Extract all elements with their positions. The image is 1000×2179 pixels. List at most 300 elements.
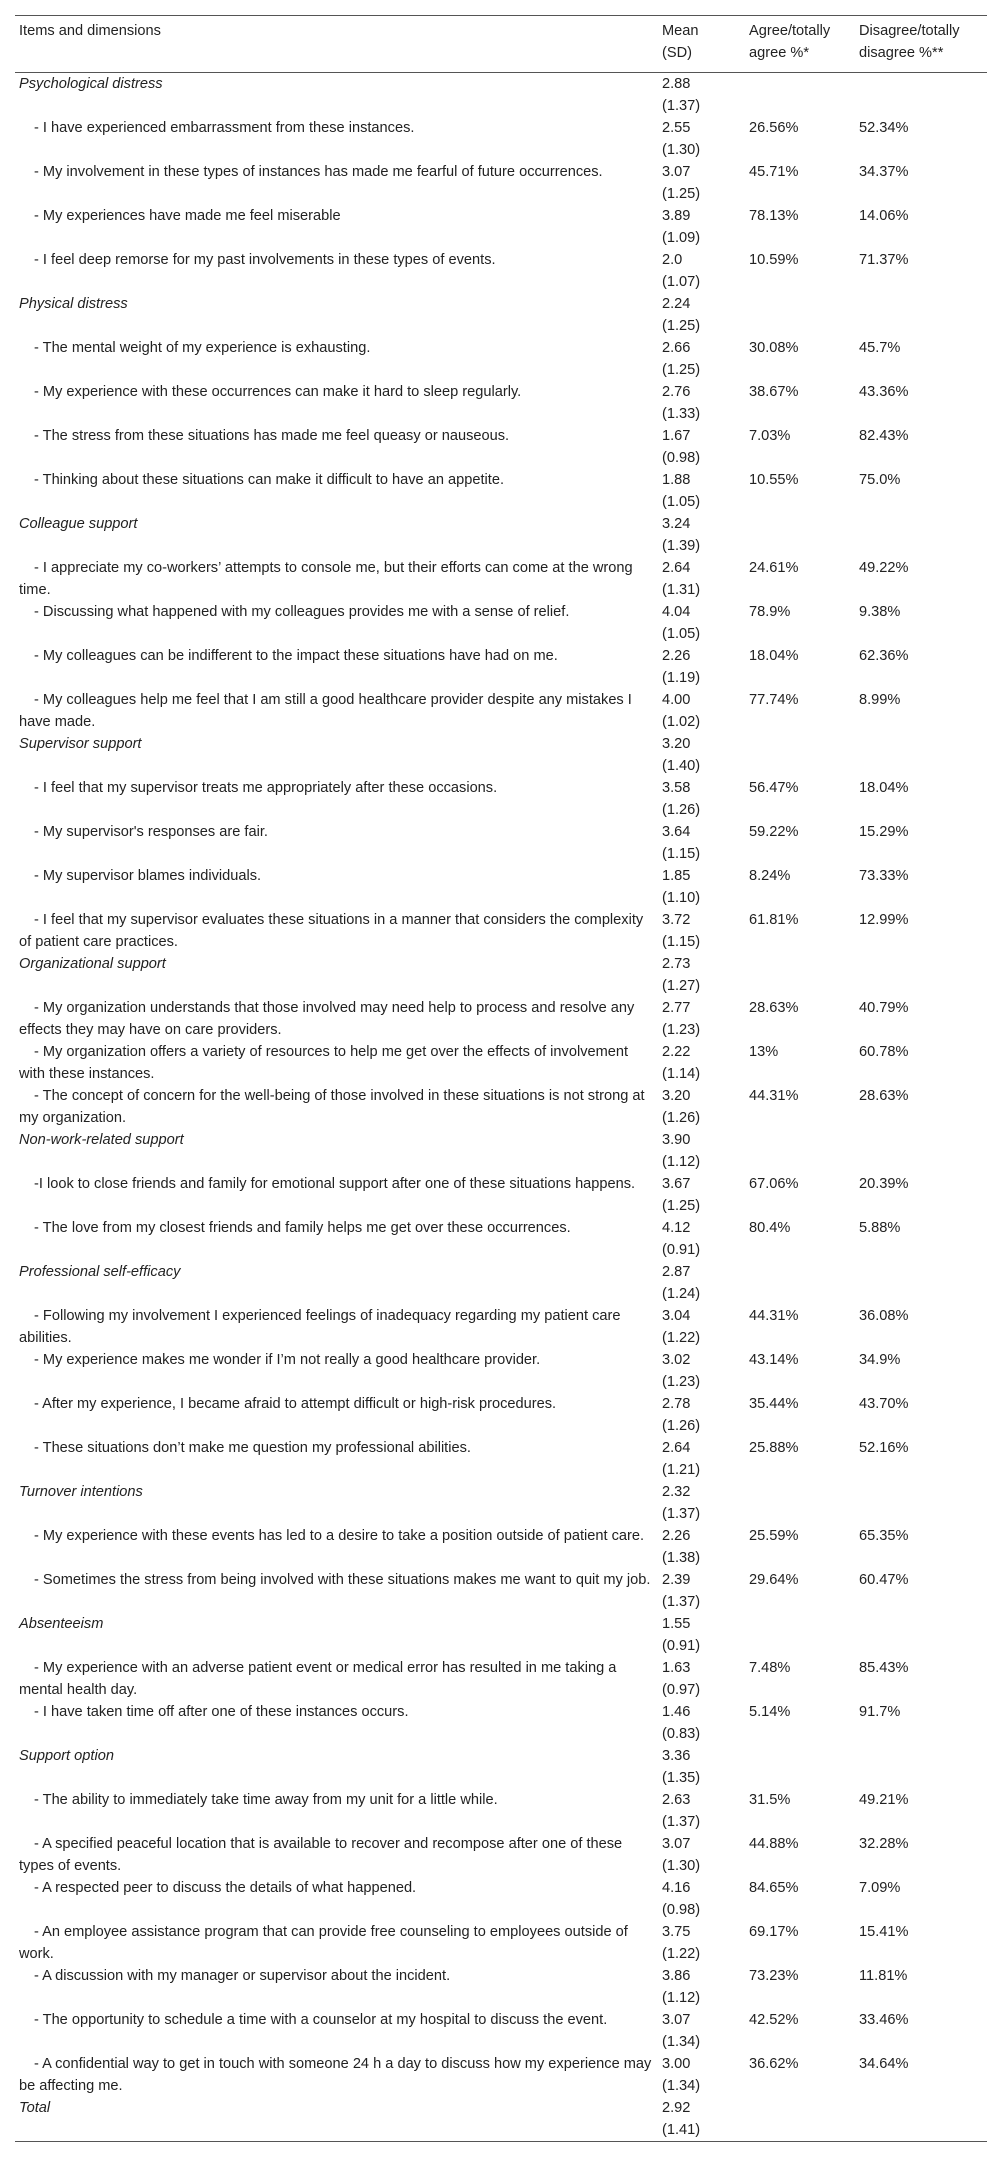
agree-percent: 36.62%: [749, 2056, 799, 2072]
sd-value: (1.26): [662, 802, 701, 818]
mean-sd-cell: [658, 249, 745, 293]
table-row: [15, 205, 987, 249]
agree-percent: 5.14%: [749, 1704, 791, 1720]
mean-value: 1.85: [662, 868, 691, 884]
dimension-label: Professional self-efficacy: [19, 1264, 181, 1280]
item-label: - These situations don’t make me question my professional abilities.: [34, 1440, 471, 1456]
mean-sd-cell: [658, 425, 745, 469]
disagree-percent: [855, 1481, 987, 1525]
item-label: - My experience with these events has led to a desire to take a position outside of patient care.: [34, 1528, 645, 1544]
dimension-label: Colleague support: [19, 516, 138, 532]
item-label: - I feel that my supervisor treats me appropriately after these occasions.: [34, 780, 498, 796]
mean-sd-cell: [658, 1613, 745, 1657]
mean-value: 3.20: [662, 736, 691, 752]
sd-value: (1.30): [662, 142, 701, 158]
mean-value: 2.87: [662, 1264, 691, 1280]
mean-value: 1.88: [662, 472, 691, 488]
table-row: [15, 161, 987, 205]
table-row: [15, 2009, 987, 2053]
sd-value: (1.05): [662, 626, 701, 642]
mean-value: 2.76: [662, 384, 691, 400]
table-row: [15, 1965, 987, 2009]
disagree-percent: 49.22%: [859, 560, 909, 576]
mean-sd-cell: [658, 1921, 745, 1965]
item-label: - My supervisor blames individuals.: [34, 868, 262, 884]
mean-value: 1.55: [662, 1616, 691, 1632]
agree-percent: 26.56%: [749, 120, 799, 136]
agree-percent: [745, 73, 855, 118]
agree-percent: [745, 1613, 855, 1657]
agree-percent: 61.81%: [749, 912, 799, 928]
agree-percent: 30.08%: [749, 340, 799, 356]
agree-percent: [745, 1129, 855, 1173]
mean-value: 3.90: [662, 1132, 691, 1148]
mean-sd-cell: [658, 997, 745, 1041]
mean-sd-cell: [658, 689, 745, 733]
disagree-percent: 71.37%: [859, 252, 909, 268]
agree-percent: 56.47%: [749, 780, 799, 796]
sd-value: (1.07): [662, 274, 701, 290]
sd-value: (1.22): [662, 1946, 701, 1962]
item-label: - My experience with an adverse patient event or medical error has resulted in me taking a mental health day.: [19, 1660, 617, 1698]
table-row: [15, 1173, 987, 1217]
mean-value: 3.00: [662, 2056, 691, 2072]
results-table: [15, 15, 987, 2142]
agree-percent: 73.23%: [749, 1968, 799, 1984]
mean-value: 3.67: [662, 1176, 691, 1192]
mean-value: 2.73: [662, 956, 691, 972]
dimension-label: Psychological distress: [19, 76, 163, 92]
sd-value: (1.25): [662, 1198, 701, 1214]
mean-value: 3.89: [662, 208, 691, 224]
sd-value: (1.15): [662, 934, 701, 950]
disagree-percent: [855, 513, 987, 557]
mean-sd-cell: [658, 117, 745, 161]
table-row: [15, 1701, 987, 1745]
mean-sd-cell: [658, 1965, 745, 2009]
disagree-percent: [855, 1613, 987, 1657]
item-label: - I feel deep remorse for my past involvements in these types of events.: [34, 252, 496, 268]
agree-percent: 59.22%: [749, 824, 799, 840]
item-label: - I appreciate my co-workers’ attempts to console me, but their efforts can come at the wrong time.: [19, 560, 633, 598]
disagree-percent: 12.99%: [859, 912, 909, 928]
header-items: Items and dimensions: [15, 16, 658, 73]
item-label: -I look to close friends and family for emotional support after one of these situations happens.: [34, 1176, 636, 1192]
mean-sd-cell: [658, 865, 745, 909]
disagree-percent: 91.7%: [859, 1704, 901, 1720]
mean-value: 2.26: [662, 648, 691, 664]
dimension-row: [15, 513, 987, 557]
sd-value: (1.09): [662, 230, 701, 246]
disagree-percent: [855, 1261, 987, 1305]
table-row: [15, 469, 987, 513]
disagree-percent: 18.04%: [859, 780, 909, 796]
sd-value: (1.37): [662, 1506, 701, 1522]
disagree-percent: 62.36%: [859, 648, 909, 664]
disagree-percent: 34.9%: [859, 1352, 901, 1368]
mean-value: 3.07: [662, 1836, 691, 1852]
mean-sd-cell: [658, 1173, 745, 1217]
dimension-label: Physical distress: [19, 296, 128, 312]
agree-percent: 8.24%: [749, 868, 791, 884]
sd-value: (1.02): [662, 714, 701, 730]
mean-value: 3.86: [662, 1968, 691, 1984]
item-label: - Following my involvement I experienced feelings of inadequacy regarding my patient care abilities.: [19, 1308, 621, 1346]
sd-value: (1.23): [662, 1022, 701, 1038]
mean-value: 3.64: [662, 824, 691, 840]
mean-sd-cell: [658, 1305, 745, 1349]
sd-value: (1.22): [662, 1330, 701, 1346]
mean-value: 2.92: [662, 2100, 691, 2116]
table-row: [15, 1833, 987, 1877]
dimension-label: Absenteeism: [19, 1616, 104, 1632]
disagree-percent: 43.36%: [859, 384, 909, 400]
mean-sd-cell: [658, 601, 745, 645]
mean-value: 3.24: [662, 516, 691, 532]
dimension-row: [15, 1129, 987, 1173]
table-row: [15, 1437, 987, 1481]
agree-percent: 38.67%: [749, 384, 799, 400]
dimension-label: Total: [19, 2100, 51, 2116]
table-row: [15, 117, 987, 161]
sd-value: (1.38): [662, 1550, 701, 1566]
mean-sd-cell: [658, 953, 745, 997]
sd-value: (1.19): [662, 670, 701, 686]
mean-sd-cell: [658, 1525, 745, 1569]
item-label: - My colleagues help me feel that I am still a good healthcare provider despite any mistakes I have made.: [19, 692, 632, 730]
sd-value: (1.25): [662, 186, 701, 202]
disagree-percent: 7.09%: [859, 1880, 901, 1896]
disagree-percent: [855, 733, 987, 777]
disagree-percent: 65.35%: [859, 1528, 909, 1544]
agree-percent: 10.59%: [749, 252, 799, 268]
agree-percent: [745, 293, 855, 337]
item-label: - The love from my closest friends and family helps me get over these occurrences.: [34, 1220, 571, 1236]
sd-value: (1.24): [662, 1286, 701, 1302]
agree-percent: 24.61%: [749, 560, 799, 576]
sd-value: (1.37): [662, 98, 701, 114]
item-label: - My organization understands that those involved may need help to process and resolve any effects they may have on care providers.: [19, 1000, 635, 1038]
disagree-percent: [855, 1129, 987, 1173]
sd-value: (1.41): [662, 2122, 701, 2138]
mean-sd-cell: [658, 645, 745, 689]
agree-percent: 77.74%: [749, 692, 799, 708]
item-label: - My experiences have made me feel miserable: [34, 208, 341, 224]
mean-sd-cell: [658, 2097, 745, 2142]
sd-value: (1.25): [662, 318, 701, 334]
mean-value: 1.46: [662, 1704, 691, 1720]
item-label: - Sometimes the stress from being involved with these situations makes me want to quit my job.: [34, 1572, 651, 1588]
disagree-percent: 43.70%: [859, 1396, 909, 1412]
mean-value: 1.67: [662, 428, 691, 444]
agree-percent: 84.65%: [749, 1880, 799, 1896]
sd-value: (1.26): [662, 1110, 701, 1126]
dimension-label: Supervisor support: [19, 736, 142, 752]
disagree-percent: 73.33%: [859, 868, 909, 884]
mean-sd-cell: [658, 1437, 745, 1481]
mean-value: 3.07: [662, 164, 691, 180]
disagree-percent: 49.21%: [859, 1792, 909, 1808]
sd-value: (1.23): [662, 1374, 701, 1390]
item-label: - My experience with these occurrences can make it hard to sleep regularly.: [34, 384, 522, 400]
disagree-percent: 9.38%: [859, 604, 901, 620]
disagree-percent: 28.63%: [859, 1088, 909, 1104]
disagree-percent: 82.43%: [859, 428, 909, 444]
disagree-percent: 52.16%: [859, 1440, 909, 1456]
table-row: [15, 425, 987, 469]
sd-value: (1.26): [662, 1418, 701, 1434]
table-row: [15, 1305, 987, 1349]
mean-sd-cell: [658, 1261, 745, 1305]
disagree-percent: [855, 73, 987, 118]
mean-sd-cell: [658, 1041, 745, 1085]
mean-sd-cell: [658, 1657, 745, 1701]
item-label: - The concept of concern for the well-being of those involved in these situations is not strong at my organization.: [19, 1088, 645, 1126]
item-label: - The opportunity to schedule a time with a counselor at my hospital to discuss the event.: [34, 2012, 608, 2028]
item-label: - My supervisor's responses are fair.: [34, 824, 268, 840]
item-label: - My involvement in these types of instances has made me fearful of future occurrences.: [34, 164, 603, 180]
table-row: [15, 381, 987, 425]
sd-value: (1.12): [662, 1154, 701, 1170]
mean-value: 4.00: [662, 692, 691, 708]
dimension-label: Organizational support: [19, 956, 166, 972]
agree-percent: 78.9%: [749, 604, 791, 620]
sd-value: (1.40): [662, 758, 701, 774]
dimension-row: [15, 733, 987, 777]
mean-sd-cell: [658, 1129, 745, 1173]
table-row: [15, 821, 987, 865]
agree-percent: 45.71%: [749, 164, 799, 180]
dimension-label: Turnover intentions: [19, 1484, 143, 1500]
table-row: [15, 1393, 987, 1437]
item-label: - After my experience, I became afraid to attempt difficult or high-risk procedures.: [34, 1396, 557, 1412]
dimension-row: [15, 73, 987, 118]
disagree-percent: [855, 2097, 987, 2142]
agree-percent: 25.59%: [749, 1528, 799, 1544]
mean-sd-cell: [658, 1877, 745, 1921]
mean-sd-cell: [658, 513, 745, 557]
sd-value: (1.34): [662, 2034, 701, 2050]
table-body: [15, 73, 987, 2142]
item-label: - A respected peer to discuss the details of what happened.: [34, 1880, 417, 1896]
mean-value: 2.0: [662, 252, 683, 268]
mean-sd-cell: [658, 469, 745, 513]
mean-sd-cell: [658, 161, 745, 205]
item-label: - My experience makes me wonder if I’m not really a good healthcare provider.: [34, 1352, 541, 1368]
mean-sd-cell: [658, 1349, 745, 1393]
agree-percent: 80.4%: [749, 1220, 791, 1236]
mean-value: 3.58: [662, 780, 691, 796]
disagree-percent: 20.39%: [859, 1176, 909, 1192]
agree-percent: 44.31%: [749, 1308, 799, 1324]
item-label: - I have experienced embarrassment from these instances.: [34, 120, 415, 136]
agree-percent: 69.17%: [749, 1924, 799, 1940]
table-row: [15, 1921, 987, 1965]
table-row: [15, 1525, 987, 1569]
mean-sd-cell: [658, 293, 745, 337]
agree-percent: 7.48%: [749, 1660, 791, 1676]
mean-sd-cell: [658, 205, 745, 249]
disagree-percent: 60.78%: [859, 1044, 909, 1060]
item-label: - The ability to immediately take time away from my unit for a little while.: [34, 1792, 498, 1808]
dimension-row: [15, 1481, 987, 1525]
header-mean: Mean (SD): [658, 16, 745, 73]
table-row: [15, 249, 987, 293]
agree-percent: 44.31%: [749, 1088, 799, 1104]
dimension-row: [15, 953, 987, 997]
mean-value: 1.63: [662, 1660, 691, 1676]
sd-value: (1.39): [662, 538, 701, 554]
disagree-percent: 33.46%: [859, 2012, 909, 2028]
item-label: - Discussing what happened with my colleagues provides me with a sense of relief.: [34, 604, 570, 620]
sd-value: (1.12): [662, 1990, 701, 2006]
sd-value: (1.05): [662, 494, 701, 510]
agree-percent: 43.14%: [749, 1352, 799, 1368]
disagree-percent: 15.29%: [859, 824, 909, 840]
dimension-row: [15, 1745, 987, 1789]
mean-sd-cell: [658, 733, 745, 777]
agree-percent: [745, 1261, 855, 1305]
dimension-row: [15, 293, 987, 337]
mean-value: 2.64: [662, 1440, 691, 1456]
disagree-percent: 52.34%: [859, 120, 909, 136]
mean-value: 2.88: [662, 76, 691, 92]
item-label: - A confidential way to get in touch with someone 24 h a day to discuss how my experience may be affecting me.: [19, 2056, 652, 2094]
mean-sd-cell: [658, 2053, 745, 2097]
sd-value: (1.31): [662, 582, 701, 598]
item-label: - I feel that my supervisor evaluates these situations in a manner that considers the complexity of patient care practices.: [19, 912, 644, 950]
mean-sd-cell: [658, 1481, 745, 1525]
table-row: [15, 1349, 987, 1393]
mean-value: 3.02: [662, 1352, 691, 1368]
disagree-percent: [855, 953, 987, 997]
mean-value: 2.32: [662, 1484, 691, 1500]
mean-value: 3.07: [662, 2012, 691, 2028]
table-row: [15, 1041, 987, 1085]
mean-sd-cell: [658, 1393, 745, 1437]
mean-sd-cell: [658, 1745, 745, 1789]
mean-value: 2.64: [662, 560, 691, 576]
sd-value: (1.10): [662, 890, 701, 906]
table-header-row: [15, 16, 987, 73]
disagree-percent: 15.41%: [859, 1924, 909, 1940]
agree-percent: 29.64%: [749, 1572, 799, 1588]
agree-percent: [745, 953, 855, 997]
item-label: - An employee assistance program that can provide free counseling to employees outside of work.: [19, 1924, 628, 1962]
agree-percent: 18.04%: [749, 648, 799, 664]
table-row: [15, 1789, 987, 1833]
sd-value: (0.98): [662, 1902, 701, 1918]
sd-value: (1.33): [662, 406, 701, 422]
mean-sd-cell: [658, 1217, 745, 1261]
mean-value: 2.39: [662, 1572, 691, 1588]
header-agree: Agree/totally agree %*: [745, 16, 855, 73]
item-label: - A specified peaceful location that is available to recover and recompose after one of these types of events.: [19, 1836, 623, 1874]
disagree-percent: 45.7%: [859, 340, 901, 356]
mean-value: 4.12: [662, 1220, 691, 1236]
agree-percent: 31.5%: [749, 1792, 791, 1808]
mean-value: 3.36: [662, 1748, 691, 1764]
disagree-percent: 36.08%: [859, 1308, 909, 1324]
sd-value: (1.30): [662, 1858, 701, 1874]
disagree-percent: 34.64%: [859, 2056, 909, 2072]
table-row: [15, 865, 987, 909]
disagree-percent: 5.88%: [859, 1220, 901, 1236]
item-label: - I have taken time off after one of these instances occurs.: [34, 1704, 409, 1720]
disagree-percent: 11.81%: [859, 1968, 908, 1984]
mean-value: 3.72: [662, 912, 691, 928]
mean-value: 3.20: [662, 1088, 691, 1104]
sd-value: (1.14): [662, 1066, 701, 1082]
dimension-row: [15, 1261, 987, 1305]
dimension-label: Non-work-related support: [19, 1132, 184, 1148]
agree-percent: 13%: [749, 1044, 779, 1060]
agree-percent: [745, 513, 855, 557]
sd-value: (1.34): [662, 2078, 701, 2094]
item-label: - My organization offers a variety of resources to help me get over the effects of involvement with these instances.: [19, 1044, 629, 1082]
disagree-percent: 32.28%: [859, 1836, 909, 1852]
mean-sd-cell: [658, 1789, 745, 1833]
agree-percent: 42.52%: [749, 2012, 799, 2028]
agree-percent: 28.63%: [749, 1000, 799, 1016]
mean-value: 4.04: [662, 604, 691, 620]
mean-value: 2.22: [662, 1044, 691, 1060]
table-row: [15, 2053, 987, 2097]
item-label: - A discussion with my manager or supervisor about the incident.: [34, 1968, 451, 1984]
mean-sd-cell: [658, 557, 745, 601]
sd-value: (1.37): [662, 1594, 701, 1610]
disagree-percent: 75.0%: [859, 472, 901, 488]
dimension-row: [15, 1613, 987, 1657]
sd-value: (0.91): [662, 1638, 701, 1654]
item-label: - Thinking about these situations can make it difficult to have an appetite.: [34, 472, 504, 488]
mean-value: 4.16: [662, 1880, 691, 1896]
sd-value: (1.15): [662, 846, 701, 862]
agree-percent: 25.88%: [749, 1440, 799, 1456]
mean-value: 3.04: [662, 1308, 691, 1324]
agree-percent: 67.06%: [749, 1176, 799, 1192]
sd-value: (1.25): [662, 362, 701, 378]
mean-sd-cell: [658, 73, 745, 118]
table-row: [15, 1217, 987, 1261]
disagree-percent: [855, 293, 987, 337]
mean-sd-cell: [658, 1085, 745, 1129]
mean-sd-cell: [658, 777, 745, 821]
table-row: [15, 337, 987, 381]
agree-percent: 7.03%: [749, 428, 791, 444]
mean-value: 2.77: [662, 1000, 691, 1016]
sd-value: (1.21): [662, 1462, 701, 1478]
table-row: [15, 689, 987, 733]
sd-value: (1.37): [662, 1814, 701, 1830]
sd-value: (0.91): [662, 1242, 701, 1258]
dimension-label: Support option: [19, 1748, 114, 1764]
disagree-percent: 34.37%: [859, 164, 909, 180]
sd-value: (0.83): [662, 1726, 701, 1742]
item-label: - The mental weight of my experience is exhausting.: [34, 340, 371, 356]
sd-value: (0.97): [662, 1682, 701, 1698]
table-row: [15, 557, 987, 601]
mean-sd-cell: [658, 337, 745, 381]
disagree-percent: [855, 1745, 987, 1789]
mean-sd-cell: [658, 909, 745, 953]
agree-percent: 44.88%: [749, 1836, 799, 1852]
mean-sd-cell: [658, 1569, 745, 1613]
dimension-row: [15, 2097, 987, 2142]
agree-percent: [745, 1745, 855, 1789]
mean-value: 2.63: [662, 1792, 691, 1808]
header-disagree: Disagree/totally disagree %**: [855, 16, 987, 73]
